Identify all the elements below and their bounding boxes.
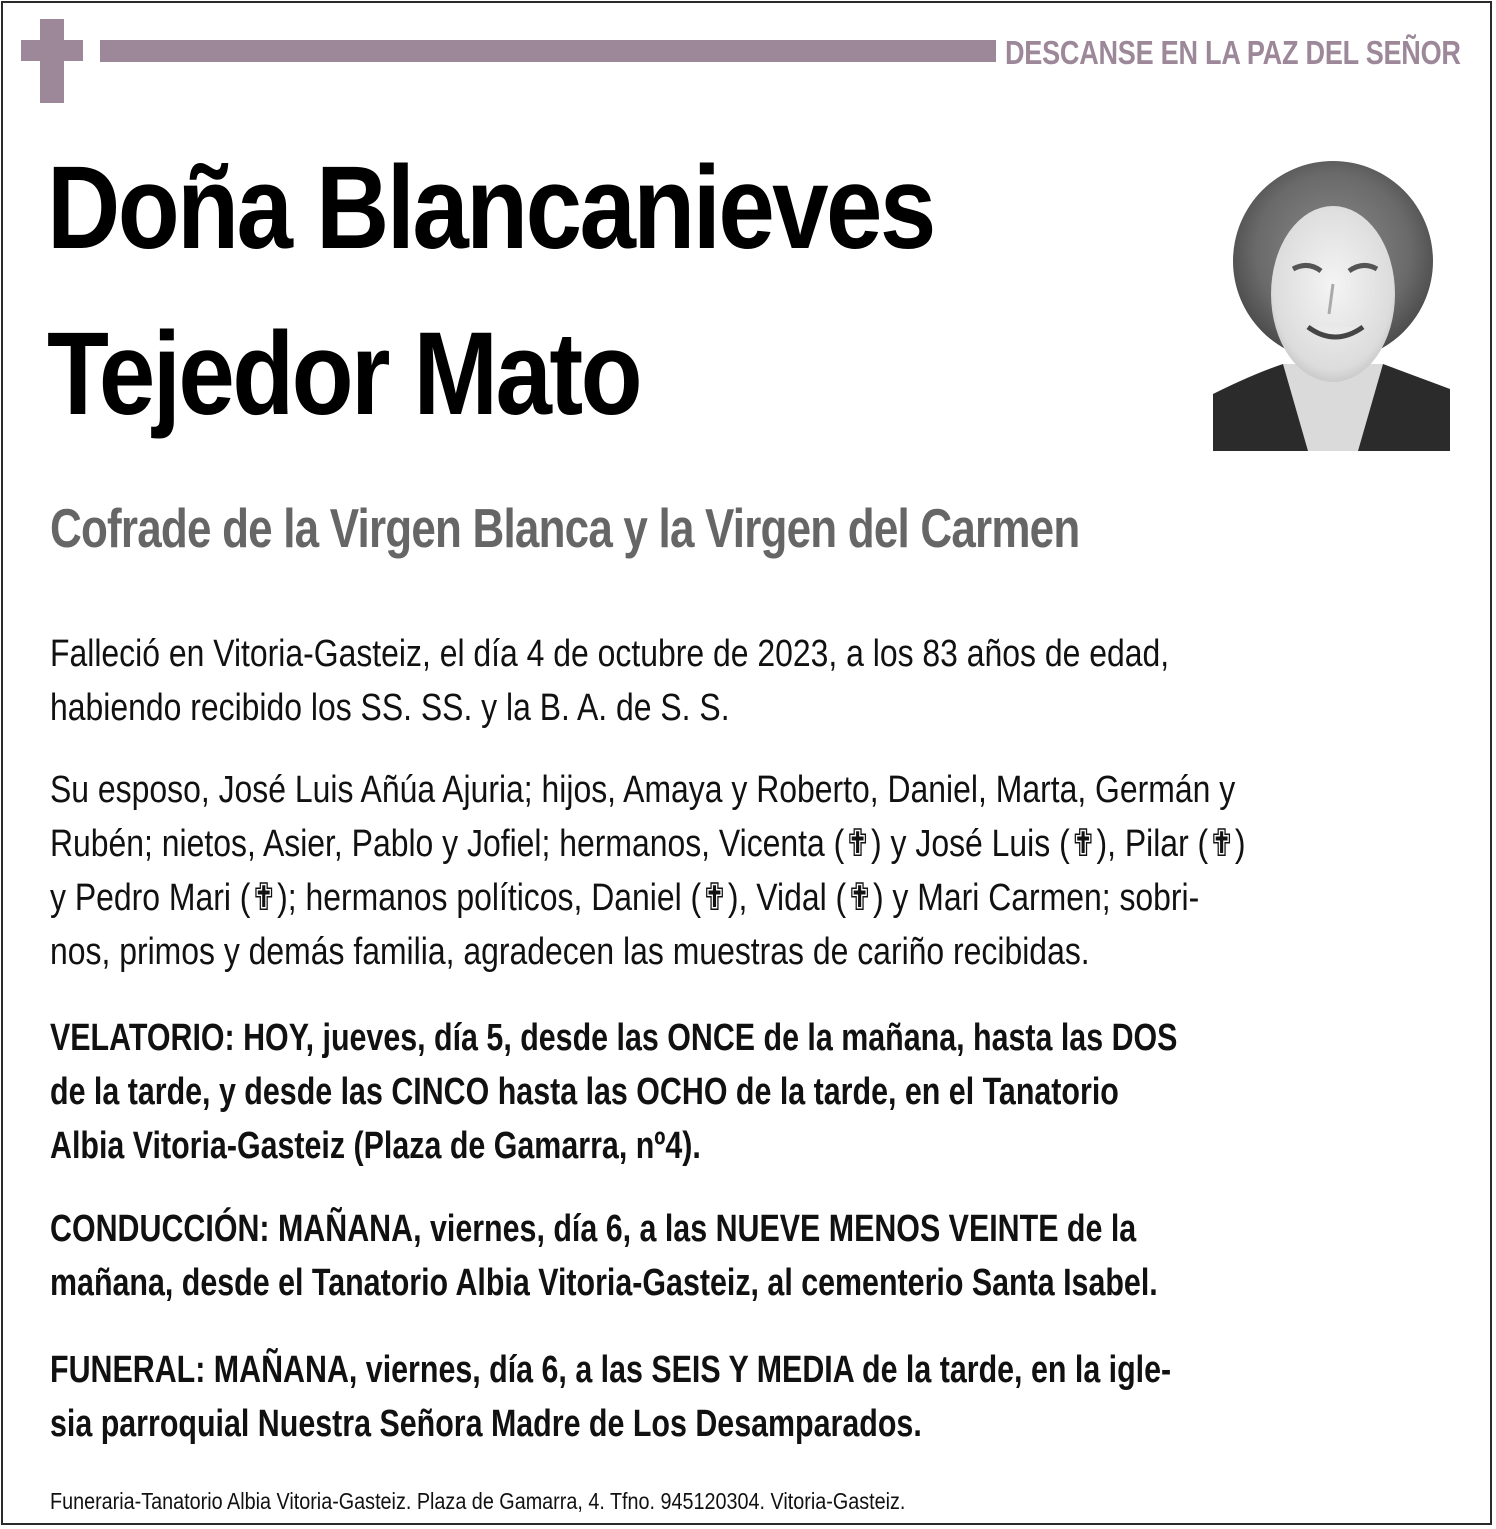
text-line: Falleció en Vitoria-Gasteiz, el día 4 de octubre de 2023, a los 83 años de edad, bbox=[50, 633, 1170, 675]
text-line: FUNERAL: MAÑANA, viernes, día 6, a las SEIS Y MEDIA de la tarde, en la igle- bbox=[50, 1349, 1172, 1391]
funeral-paragraph bbox=[50, 1343, 1171, 1451]
header-divider-bar bbox=[100, 40, 996, 62]
text-line: nos, primos y demás familia, agradecen las muestras de cariño recibidas. bbox=[50, 931, 1090, 973]
death-notice-paragraph bbox=[50, 627, 1169, 735]
family-paragraph bbox=[50, 763, 1246, 979]
deceased-subtitle: Cofrade de la Virgen Blanca y la Virgen del Carmen bbox=[50, 497, 1080, 559]
text-line: Albia Vitoria-Gasteiz (Plaza de Gamarra, nº4). bbox=[50, 1125, 701, 1167]
funeral-home-footer: Funeraria-Tanatorio Albia Vitoria-Gasteiz. Plaza de Gamarra, 4. Tfno. 945120304. Vitoria-Gasteiz. bbox=[50, 1488, 906, 1514]
portrait-image bbox=[1213, 149, 1450, 451]
velatorio-paragraph bbox=[50, 1011, 1177, 1173]
text-line: CONDUCCIÓN: MAÑANA, viernes, día 6, a las NUEVE MENOS VEINTE de la bbox=[50, 1208, 1137, 1250]
text-line: de la tarde, y desde las CINCO hasta las OCHO de la tarde, en el Tanatorio bbox=[50, 1071, 1119, 1113]
rip-heading: DESCANSE EN LA PAZ DEL SEÑOR bbox=[1005, 34, 1461, 71]
text-line: VELATORIO: HOY, jueves, día 5, desde las ONCE de la mañana, hasta las DOS bbox=[50, 1017, 1178, 1059]
text-line: Rubén; nietos, Asier, Pablo y Jofiel; hermanos, Vicenta (✟) y José Luis (✟), Pilar (✟) bbox=[50, 823, 1246, 865]
text-line: Su esposo, José Luis Añúa Ajuria; hijos, Amaya y Roberto, Daniel, Marta, Germán y bbox=[50, 769, 1236, 811]
obituary-card bbox=[1, 1, 1492, 1525]
deceased-name-line1: Doña Blancanieves bbox=[47, 142, 934, 274]
deceased-name-line2: Tejedor Mato bbox=[47, 308, 640, 440]
conduccion-paragraph bbox=[50, 1202, 1158, 1310]
text-line: sia parroquial Nuestra Señora Madre de Los Desamparados. bbox=[50, 1403, 922, 1445]
text-line: habiendo recibido los SS. SS. y la B. A. de S. S. bbox=[50, 687, 730, 729]
latin-cross-icon-bar bbox=[21, 40, 83, 61]
portrait-photo bbox=[1213, 149, 1450, 451]
text-line: mañana, desde el Tanatorio Albia Vitoria-Gasteiz, al cementerio Santa Isabel. bbox=[50, 1262, 1158, 1304]
latin-cross-icon bbox=[40, 19, 64, 103]
text-line: y Pedro Mari (✟); hermanos políticos, Daniel (✟), Vidal (✟) y Mari Carmen; sobri- bbox=[50, 877, 1200, 919]
